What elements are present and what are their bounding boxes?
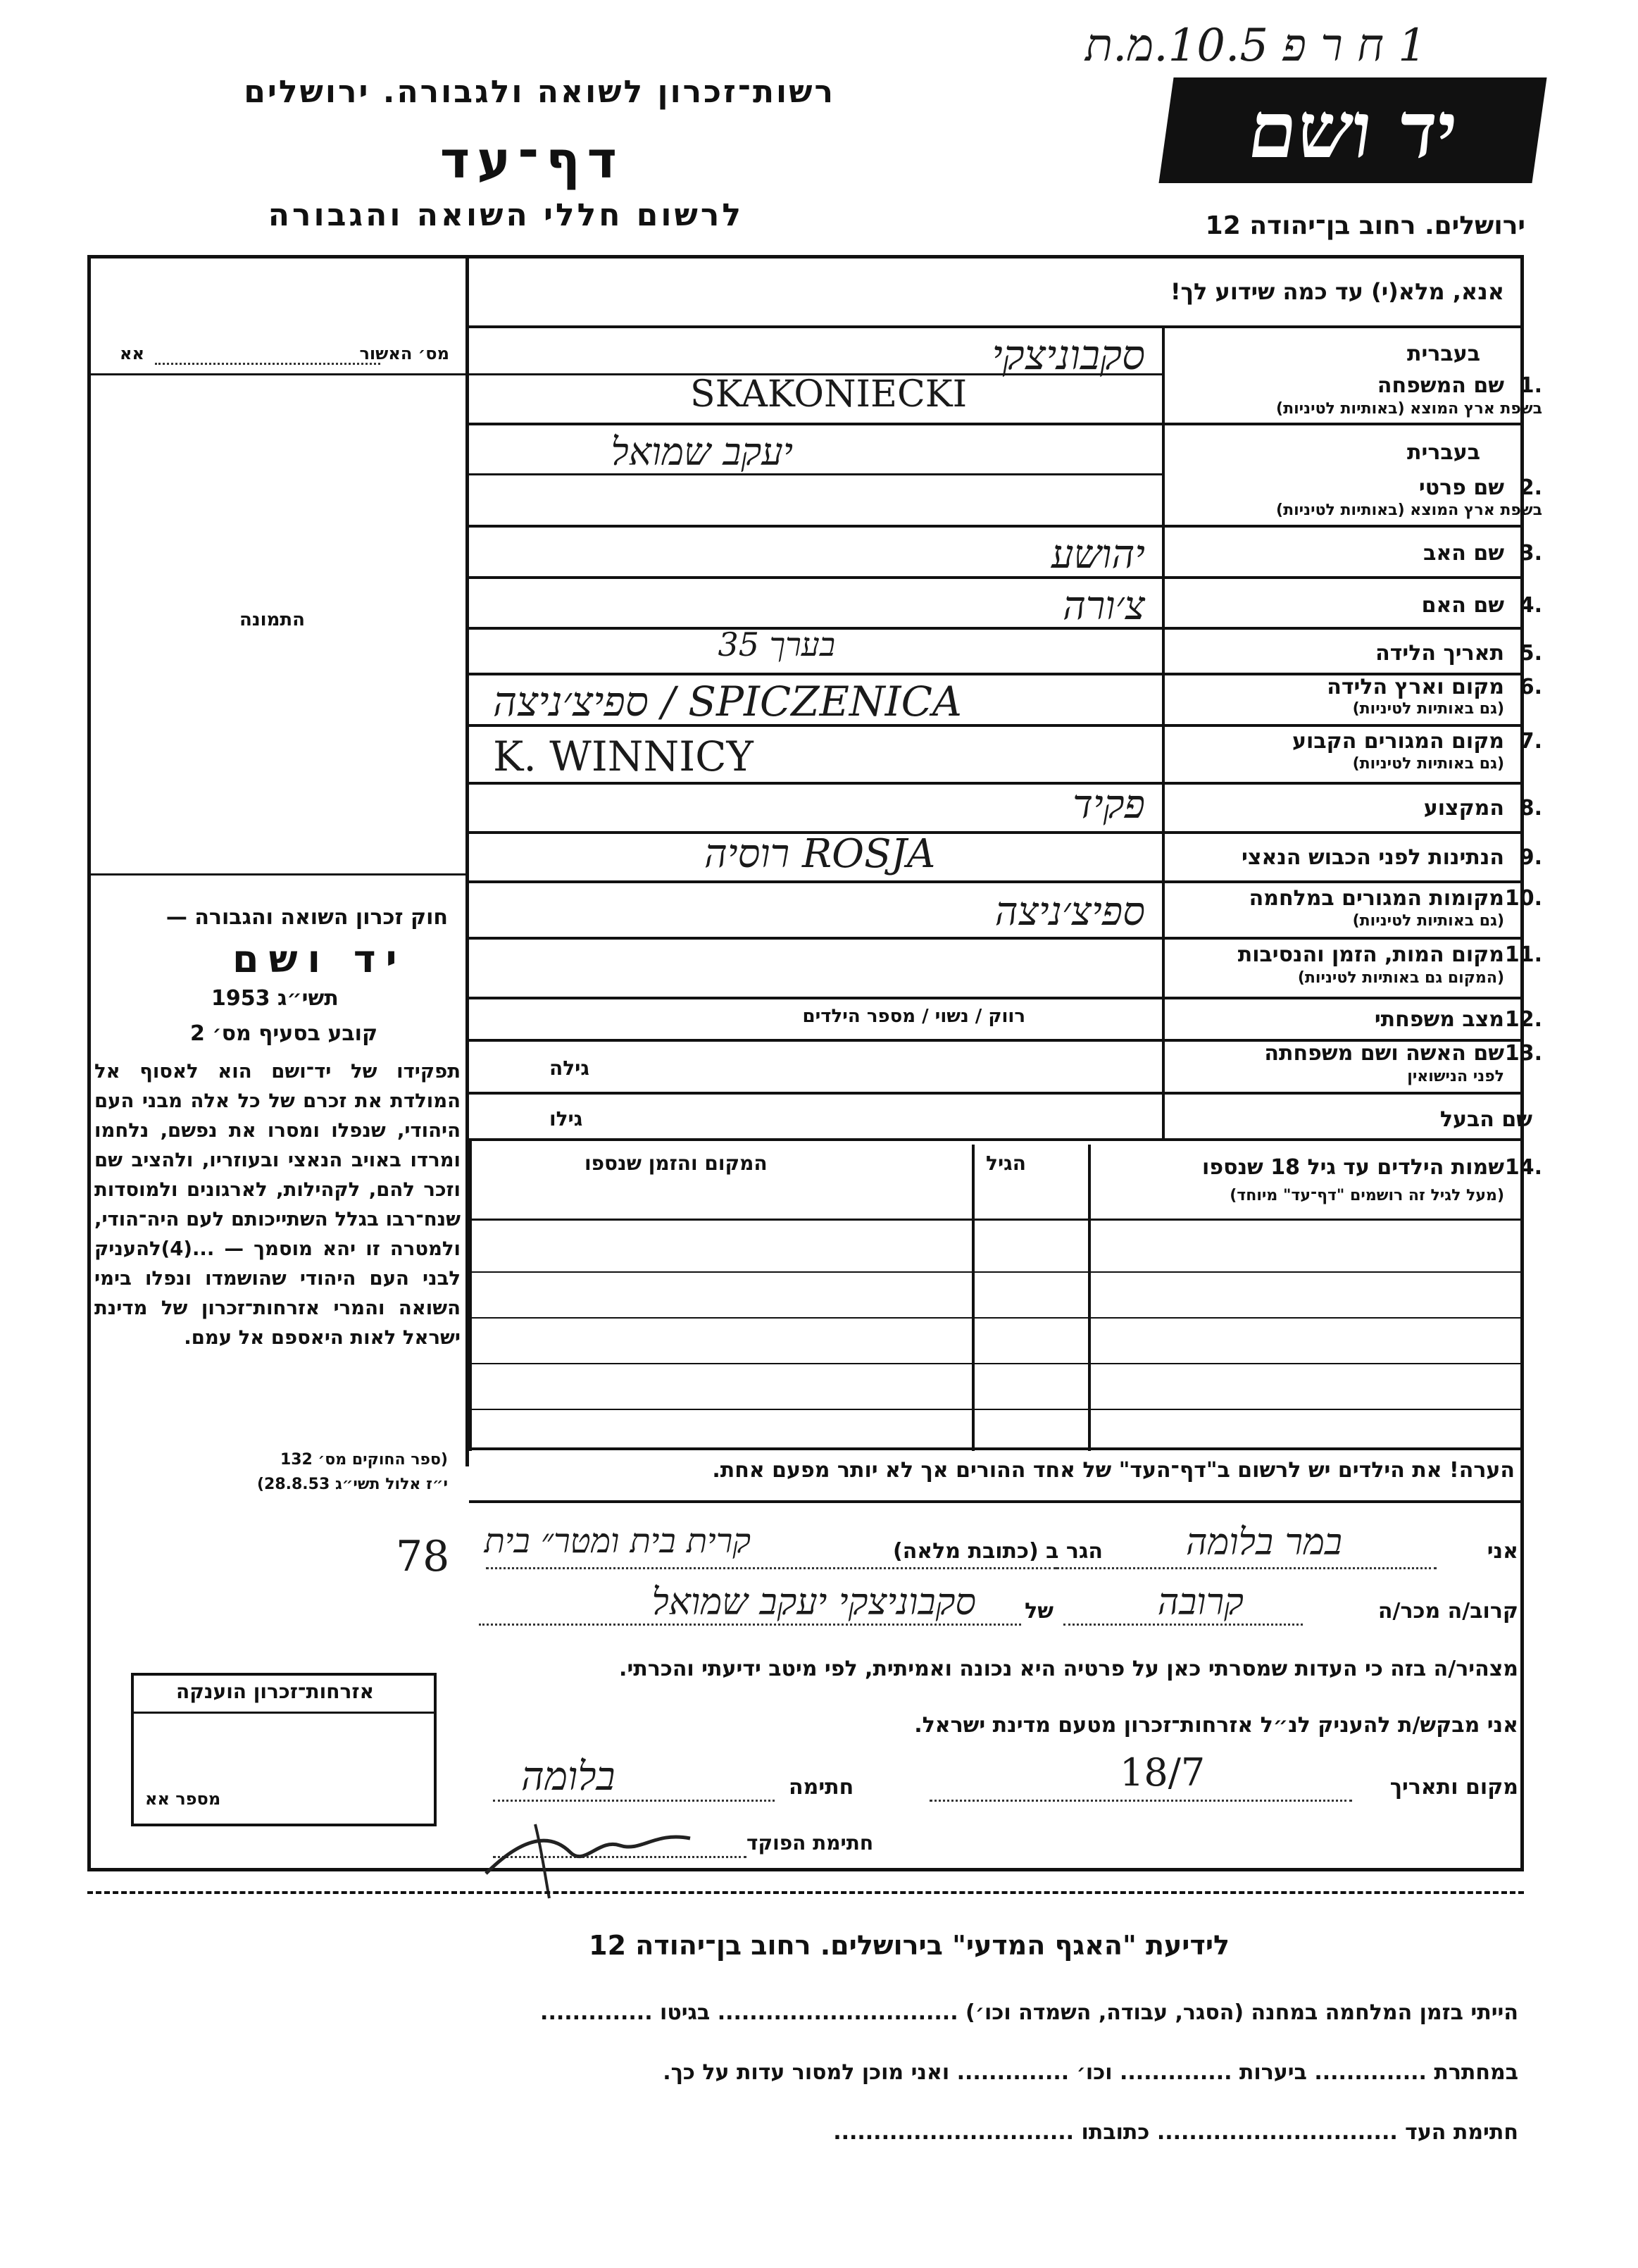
approval-prefix: אא: [120, 344, 144, 363]
field-value-7: K. WINNICY: [493, 733, 754, 780]
law-source-2: י״ז אלול תשי״ג 28.8.53): [256, 1476, 448, 1493]
field-label-13: שם האשה ושם משפחתה: [1264, 1041, 1504, 1066]
date-value: 18/7: [1120, 1750, 1206, 1795]
field-lang-2: בעברית: [1407, 440, 1480, 465]
law-clause: קובע בסעיף מס׳ 2: [190, 1021, 378, 1046]
declaration-statement: מצהיר/ה בזה כי העדות שמסרתי כאן על פרטיה היא נכונה ואמיתית, לפי מיטב ידיעתי והכרתי.: [619, 1657, 1518, 1681]
field-label-1: שם המשפחה: [1377, 373, 1504, 398]
field-num-7: 7.: [1519, 729, 1542, 754]
officer-signature-label: חתימת הפוקד: [746, 1831, 874, 1855]
field-label-2: שם פרטי: [1418, 475, 1504, 500]
field-label-10: מקומות המגורים במלחמה: [1249, 886, 1504, 911]
field-label-husband: שם הבעל: [1439, 1107, 1532, 1132]
field-num-1: 1.: [1519, 373, 1542, 398]
field-value-3: יהושע: [1051, 532, 1145, 578]
relation-of-label: של: [1025, 1599, 1054, 1624]
field-sub-2: בשפת ארץ המוצא (באותיות לטיניות): [1276, 501, 1542, 519]
page-title: דף־עד: [439, 130, 624, 189]
field-num-9: 9.: [1519, 845, 1542, 870]
field-label-4: שם האם: [1421, 593, 1504, 618]
declaration-side-number: 78: [396, 1532, 450, 1581]
address: ירושלים. רחוב בן־יהודה 12: [1205, 211, 1525, 240]
field-label-7: מקום המגורים הקבוע: [1292, 729, 1504, 754]
field-value-he-2: יעקב שמואל: [611, 430, 793, 474]
field-num-12: 12.: [1504, 1007, 1542, 1032]
photo-label: התמונה: [239, 609, 306, 630]
field-value-10: ספיצ׳ניצה: [994, 889, 1145, 935]
field-value-4: צ׳ורה: [1063, 583, 1145, 629]
declaration-address: קרית בית ומטר״ בית: [484, 1521, 751, 1561]
intro-instruction: אנא, מלא(י) עד כמה שידוע לך!: [1170, 278, 1504, 305]
field-label-3: שם האב: [1423, 541, 1504, 566]
handwritten-reference: 1 ח ר פ 10.5.מ.ת: [1084, 20, 1427, 72]
field-value-6: ספיצ׳ניצה / SPICZENICA: [493, 678, 962, 725]
field-num-6: 6.: [1519, 675, 1542, 699]
field-num-13: 13.: [1504, 1041, 1542, 1066]
law-year: תשי״ג 1953: [211, 986, 339, 1011]
relation-label: קרוב/ה מכר/ה: [1377, 1599, 1518, 1624]
field-value-latin-1: SKAKONIECKI: [690, 373, 968, 416]
field-sub-7: (גם באותיות לטיניות): [1352, 755, 1504, 773]
signature-value: בלומה: [521, 1754, 615, 1800]
children-col-place: המקום והזמן שנספו: [584, 1152, 768, 1175]
footer-line-1: הייתי בזמן המלחמה במחנה (הסגר, עבודה, השמדה וכו׳) .............................. בגיטו ..............: [540, 2000, 1518, 2025]
field-num-2: 2.: [1519, 475, 1542, 500]
place-date-label: מקום ותאריך: [1389, 1775, 1518, 1800]
children-col-age: הגיל: [986, 1152, 1026, 1175]
field-label-8: המקצוע: [1423, 796, 1504, 821]
declaration-name: במר בלומה: [1186, 1521, 1342, 1564]
relation-value: קרובה: [1157, 1581, 1244, 1624]
field-sub-11: (המקום גם באותיות לטיניות): [1297, 969, 1504, 987]
footer-line-3: חתימת העד .............................. כתובתו ..............................: [833, 2120, 1518, 2145]
field-value-5: בערך 35: [718, 625, 835, 663]
field-value-12: רווק / נשוי / מספר הילדים: [802, 1006, 1025, 1027]
children-sub: (מעל לגיל זה רושמים "דף־עד" מיוחד): [1230, 1187, 1504, 1204]
field-label-6: מקום וארץ הלידה: [1327, 675, 1504, 699]
citizenship-box-title: אזרחות־זכרון הוענקה: [176, 1680, 374, 1703]
organization-name: רשות־זכרון לשואה ולגבורה. ירושלים: [244, 74, 835, 110]
declaration-prefix: אני: [1487, 1539, 1518, 1564]
yad-vashem-logo: יד ושם: [1158, 77, 1546, 183]
declaration-address-label: הגר ב (כתובת מלאה): [892, 1539, 1103, 1564]
field-num-10: 10.: [1504, 886, 1542, 911]
declaration-request: אני מבקש/ת להעניק לנ״ל אזרחות־זכרון מטעם מדינת ישראל.: [914, 1713, 1518, 1738]
citizenship-box-number: מספר אא: [145, 1789, 221, 1809]
field-num-4: 4.: [1519, 593, 1542, 618]
field-value-he-1: סקבוניצקי: [992, 331, 1145, 379]
children-label: שמות הילדים עד גיל 18 שנספו: [1202, 1155, 1504, 1180]
footer-title: לידיעת "האגף המדעי" בירושלים. רחוב בן־יהודה 12: [589, 1930, 1230, 1961]
footer-line-2: במחתרת .............. ביערות .............. וכו׳ .............. ואני מוכן למסור עדות על כך.: [663, 2060, 1518, 2085]
field-label-11: מקום המות, הזמן והנסיבות: [1237, 942, 1504, 967]
law-heading: חוק זכרון השואה והגבורה —: [165, 905, 448, 930]
children-num: 14.: [1504, 1155, 1542, 1180]
approval-label: מס׳ האשור: [359, 344, 449, 363]
children-note: הערה! את הילדים יש לרשום ב"דף־העד" של אחד ההורים אך לא יותר מפעם אחת.: [712, 1458, 1515, 1483]
field-value-husband: גילו: [549, 1107, 583, 1130]
officer-signature: [479, 1810, 704, 1902]
field-num-3: 3.: [1519, 541, 1542, 566]
field-label-5: תאריך הלידה: [1375, 641, 1504, 666]
law-name: יד ושם: [232, 937, 407, 981]
signature-label: חתימה: [789, 1775, 854, 1800]
field-sub-10: (גם באותיות לטיניות): [1352, 912, 1504, 930]
field-lang-1: בעברית: [1407, 342, 1480, 366]
field-sub-6: (גם באותיות לטיניות): [1352, 700, 1504, 718]
field-num-11: 11.: [1504, 942, 1542, 967]
relation-name: סקבוניצקי יעקב שמואל: [651, 1581, 976, 1624]
field-sub-13: לפני הנישואין: [1407, 1068, 1504, 1085]
law-text: תפקידו של יד־ושם הוא לאסוף אל המולדת את זכרם של כל אלה מבני העם היהודי, שנפלו ומסרו את נפשם, נלחמו ומרדו באויב הנאצי ובעוזריו, ולהציב שם וזכר להם, לקהילות, לארגונים ולמוסדות שנח־רבו בגלל השתייכותם לעם היה־הודי, ולמטרה זו יהא מוסמך — ...(4)להעניק לבני העם היהודי שהושמדו ונפלו בימי השואה והמרי אזרחות־זכרון של מדינת ישראל לאות היאספם אל עמם.: [94, 1060, 461, 1349]
field-label-12: מצב משפחתי: [1374, 1007, 1504, 1032]
page-subtitle: לרשום חללי השואה והגבורה: [268, 197, 744, 233]
field-value-8: פקיד: [1073, 782, 1145, 828]
field-num-5: 5.: [1519, 641, 1542, 666]
field-sub-1: בשפת ארץ המוצא (באותיות לטיניות): [1276, 400, 1542, 418]
field-label-9: הנתינות לפני הכבוש הנאצי: [1242, 845, 1504, 870]
field-value-13: גילה: [549, 1057, 589, 1080]
field-value-9: רוסיה ROSJA: [704, 831, 936, 877]
field-num-8: 8.: [1519, 796, 1542, 821]
law-source-1: (ספר החוקים מס׳ 132: [280, 1451, 448, 1469]
